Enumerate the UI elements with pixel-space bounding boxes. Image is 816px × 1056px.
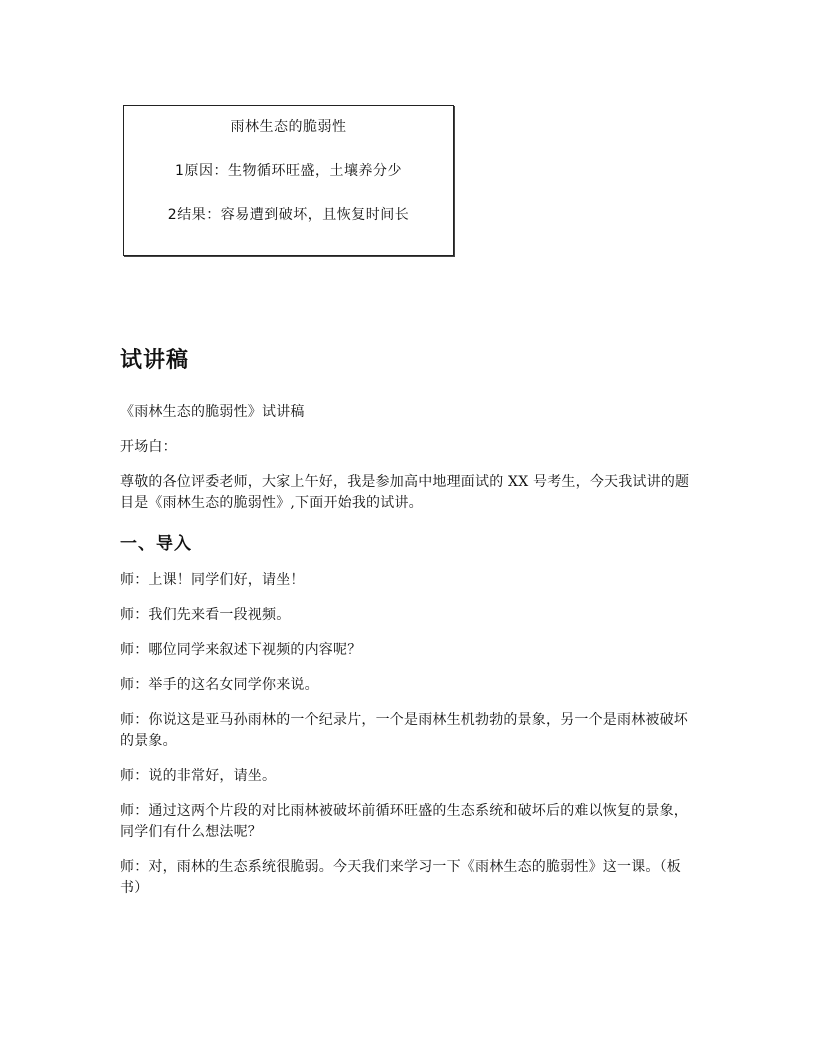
opening-label: 开场白： (120, 439, 177, 455)
page-title: 试讲稿 (120, 348, 190, 373)
dialogue-line: 师：我们先来看一段视频。 (120, 607, 291, 623)
board-point-result: 2结果：容易遭到破坏，且恢复时间长 (167, 207, 410, 223)
opening-paragraph: 尊敬的各位评委老师，大家上午好，我是参加高中地理面试的 XX 号考生，今天我试讲的题目是《雨林生态的脆弱性》,下面开始我的试讲。 (120, 474, 690, 511)
blackboard-summary-box (123, 105, 454, 256)
dialogue-line: 师：上课！同学们好，请坐！ (120, 572, 305, 588)
board-point-cause: 1原因：生物循环旺盛，土壤养分少 (175, 163, 402, 179)
board-title: 雨林生态的脆弱性 (230, 119, 347, 135)
dialogue-line: 师：通过这两个片段的对比雨林被破坏前循环旺盛的生态系统和破坏后的难以恢复的景象，同学们有什么想法呢？ (120, 803, 688, 840)
section-heading-intro: 一、导入 (120, 534, 192, 554)
lecture-subtitle: 《雨林生态的脆弱性》试讲稿 (120, 404, 305, 420)
dialogue-line: 师：哪位同学来叙述下视频的内容呢？ (120, 642, 362, 658)
dialogue-line: 师：你说这是亚马孙雨林的一个纪录片，一个是雨林生机勃勃的景象，另一个是雨林被破坏的景象。 (120, 712, 688, 749)
dialogue-line: 师：举手的这名女同学你来说。 (120, 677, 319, 693)
document-body (120, 346, 700, 913)
dialogue-line: 师：对，雨林的生态系统很脆弱。今天我们来学习一下《雨林生态的脆弱性》这一课。（板书） (120, 859, 681, 896)
dialogue-line: 师：说的非常好，请坐。 (120, 768, 277, 784)
